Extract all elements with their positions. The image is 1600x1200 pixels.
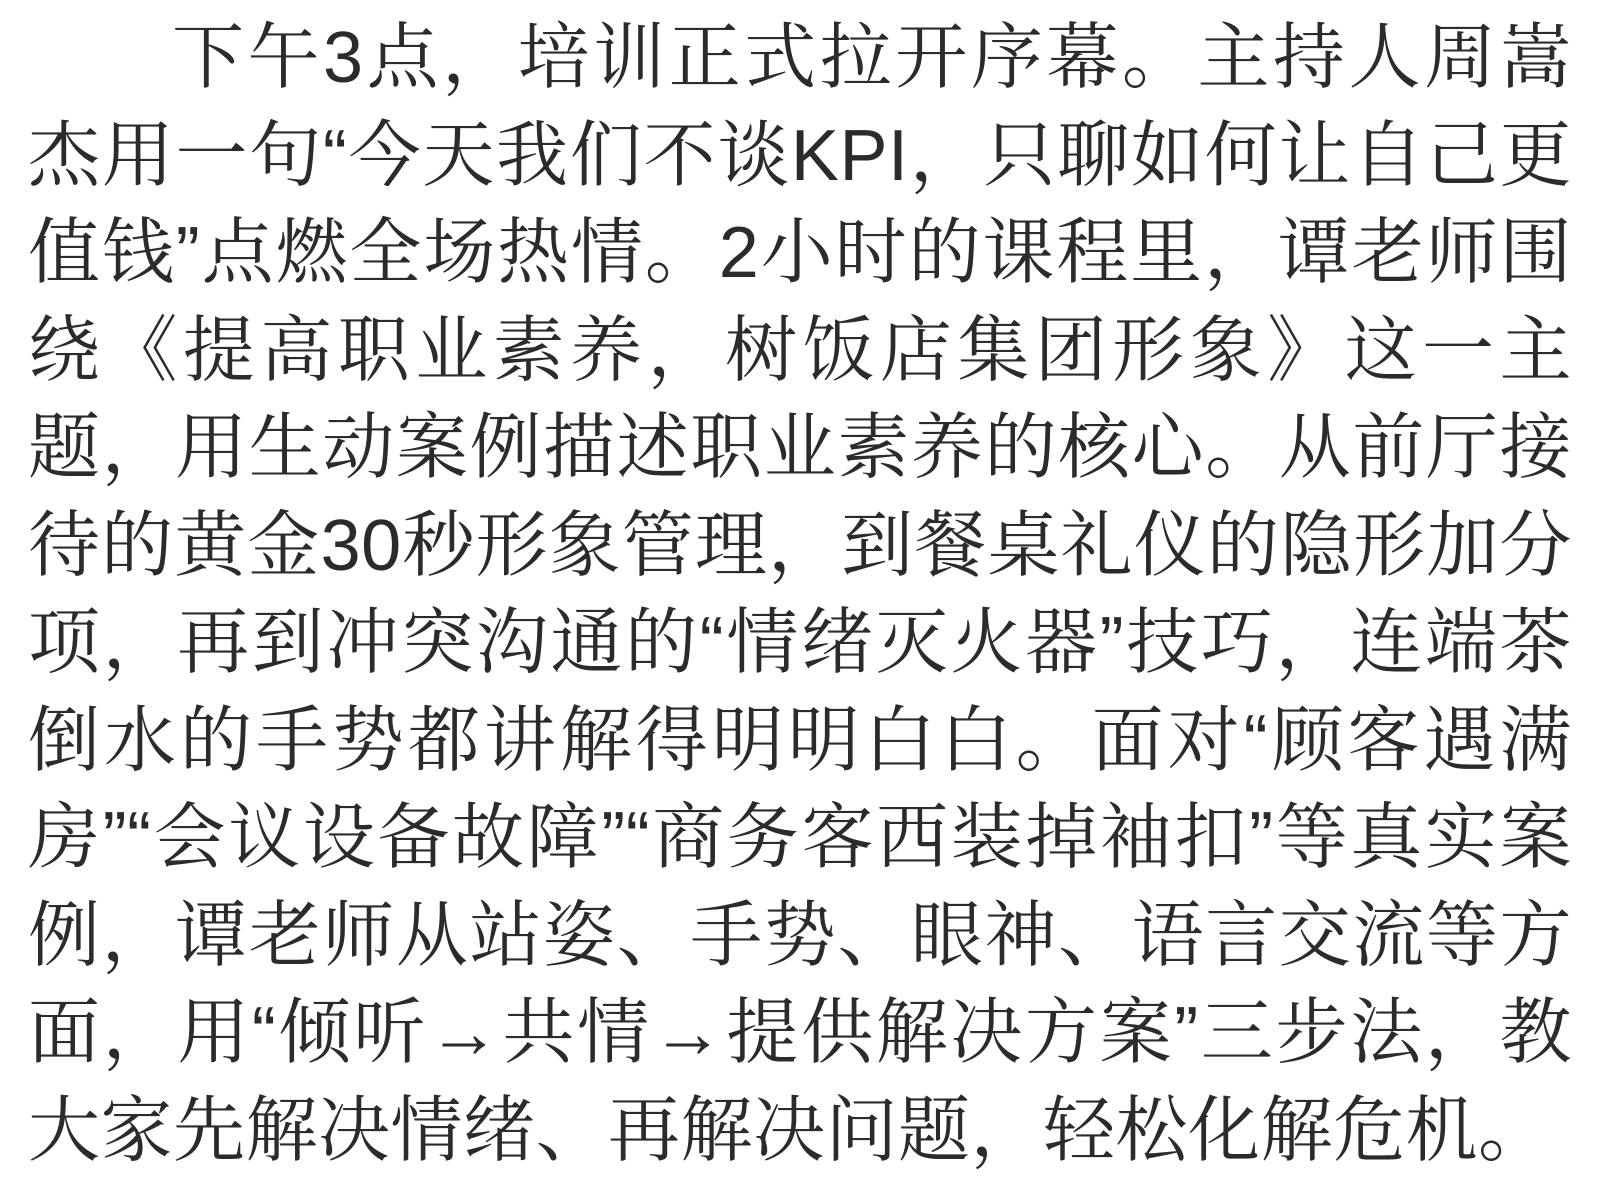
article-body	[20, 0, 1580, 1181]
paragraph-1: 下午3点，培训正式拉开序幕。主持人周嵩杰用一句“今天我们不谈KPI，只聊如何让自己更值钱”点燃全场热情。2小时的课程里，谭老师围绕《提高职业素养，树饭店集团形象》这一主题，用生动案例描述职业素养的核心。从前厅接待的黄金30秒形象管理，到餐桌礼仪的隐形加分项，再到冲突沟通的“情绪灭火器”技巧，连端茶倒水的手势都讲解得明明白白。面对“顾客遇满房”“会议设备故障”“商务客西装掉袖扣”等真实案例，谭老师从站姿、手势、眼神、语言交流等方面，用“倾听→共情→提供解决方案”三步法，教大家先解决情绪、再解决问题，轻松化解危机。	[28, 18, 1572, 1172]
